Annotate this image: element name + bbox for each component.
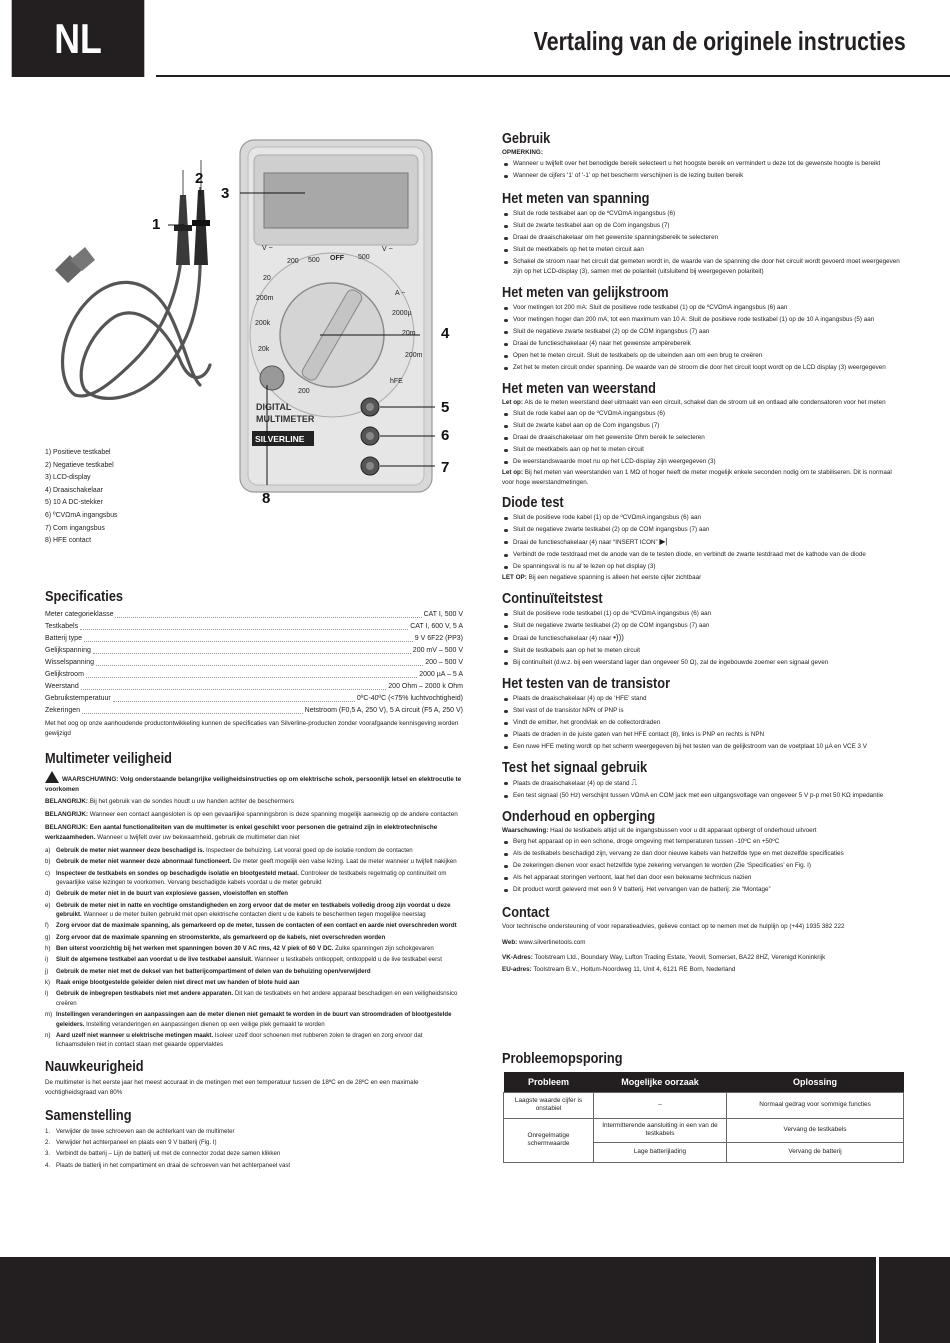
contact-web: Web: www.silverlinetools.com	[502, 939, 586, 946]
column-header: Oplossing	[727, 1072, 904, 1092]
table-row	[504, 1118, 904, 1142]
spec-row: Gelijkspanning 200 mV – 500 V	[45, 647, 463, 654]
list-item: Sluit de rode kabel aan op de ºCVΩmA ingangsbus (6)	[502, 408, 904, 420]
table-cell: Vervang de testkabels	[727, 1118, 904, 1142]
callout-8: 8	[262, 490, 271, 507]
legend-item: 4) Draaischakelaar	[45, 484, 103, 494]
column-header: Mogelijke oorzaak	[594, 1072, 727, 1092]
callout-4: 4	[441, 325, 450, 342]
assembly-list	[45, 1127, 463, 1170]
safety-item: a) Gebruik de meter niet wanneer deze beschadigd is. Inspecteer de behuizing. Let vooral goed op de isolatie rondom de contacten	[45, 847, 413, 854]
safety-list	[45, 846, 463, 1050]
list-item: Voor metingen tot 200 mA: Sluit de positieve rode testkabel (1) op de ºCVΩmA ingangsbus (6) aan	[502, 302, 904, 314]
list-item: Sluit de zwarte kabel aan op de Com ingangsbus (7)	[502, 420, 904, 432]
list-item: Berg het apparaat op in een schone, droge omgeving met temperaturen tussen -10ºC en +50ºC	[502, 836, 904, 848]
list-item: Als de testkabels beschadigd zijn, vervang ze dan door nieuwe kabels van hetzelfde type en met dezelfde specificaties	[502, 848, 904, 860]
list-item: Draai de functieschakelaar (4) naar •)))	[502, 632, 904, 645]
list-item: Zet het te meten circuit onder spanning. De waarde van de stroom die door het circuit loopt wordt op de LCD display (3) weergegeven	[502, 362, 904, 374]
list-item: Sluit de testkabels aan op het te meten circuit	[502, 645, 904, 657]
table-cell: Vervang de batterij	[727, 1142, 904, 1162]
contact-eu-address: EU-adres: Toolstream B.V., Holtum-Noordweg 11, Unit 4, 6121 RE Born, Nederland	[502, 966, 736, 973]
list-item: Sluit de negatieve zwarte testkabel (2) op de COM ingangsbus (7) aan	[502, 620, 904, 632]
accuracy-text: De multimeter is het eerste jaar het meest accuraat in de metingen met een temperatuur tussen de 18ºC en de 28ºC en een maximale vochtigheidsgraad van 80%	[45, 1078, 419, 1096]
resistance-list	[502, 408, 904, 468]
important-note-1: BELANGRIJK: Bij het gebruik van de sondes houdt u uw handen achter de beschermers	[45, 798, 294, 805]
spec-row: Gebruikstemperatuur 0ºC-40ºC (<75% luchtvochtigheid)	[45, 695, 463, 702]
specs-heading: Specificaties	[45, 589, 124, 605]
transistor-list	[502, 693, 904, 753]
buzzer-sound-icon: •)))	[613, 633, 624, 642]
assembly-heading: Samenstelling	[45, 1107, 132, 1124]
callout-2: 2	[195, 170, 204, 187]
footer-divider	[876, 1257, 879, 1343]
spec-row: Weerstand 200 Ohm – 2000 k Ohm	[45, 683, 463, 690]
resistance-pre-note: Let op: Als de te meten weerstand deel uitmaakt van een circuit, schakel dan de stroom uit en ontlaad alle condensatoren voor het meten	[502, 399, 886, 406]
svg-text:200m: 200m	[405, 352, 423, 359]
callout-1: 1	[152, 216, 161, 233]
callout-7: 7	[441, 459, 450, 476]
list-item: Plaats de draaischakelaar (4) op de ‘HFE’ stand	[502, 693, 904, 705]
list-item: Vindt de emitter, het grondvlak en de collectordraden	[502, 717, 904, 729]
svg-text:MULTIMETER: MULTIMETER	[256, 414, 315, 424]
safety-item: h) Ben uiterst voorzichtig bij het werken met spanningen boven 30 V AC rms, 42 V piek of 60 V DC. Zulke spanningen zijn schokgevaren	[45, 945, 434, 953]
list-item: Draai de draaischakelaar om het gewenste spanningsbereik te selecteren	[502, 232, 904, 244]
table-cell: –	[594, 1092, 727, 1118]
continuity-list	[502, 608, 904, 669]
table-cell: Normaal gedrag voor sommige functies	[727, 1092, 904, 1118]
callout-6: 6	[441, 427, 450, 444]
spec-row: Zekeringen Netstroom (F0,5 A, 250 V), 5 A circuit (F5 A, 250 V)	[45, 707, 463, 714]
svg-text:2000µ: 2000µ	[392, 310, 412, 317]
list-item: Sluit de zwarte testkabel aan op de Com ingangsbus (7)	[502, 220, 904, 232]
svg-text:200m: 200m	[256, 295, 274, 302]
legend-item: 1) Positieve testkabel	[45, 447, 111, 456]
left-column	[45, 588, 463, 1172]
maintenance-list	[502, 836, 904, 896]
warning-triangle-icon	[45, 771, 59, 783]
list-item: Bij continuïteit (d.w.z. bij een weerstand lager dan ongeveer 50 Ω), zal de ingebouwde zoemer een signaal geven	[502, 657, 904, 669]
important-note-2: BELANGRIJK: Wanneer een contact aangesloten is op een gevaarlijke spanningsbron is deze spanning mogelijk aanwezig op de andere contacten	[45, 811, 458, 818]
safety-item: m) Instellingen veranderingen en aanpassingen aan de meter dienen niet gemaakt te worden in de buurt van stroomdraden of blootgestelde geleiders. Instelling veranderingen en aanpassingen dienen op een veilige plek gemaakt te worden	[45, 1011, 452, 1028]
svg-text:V ~: V ~	[262, 245, 273, 252]
svg-text:200k: 200k	[255, 320, 271, 327]
specs-table	[45, 609, 463, 717]
maintenance-heading: Onderhoud en opberging	[502, 809, 656, 825]
troubleshooting-table	[503, 1072, 904, 1163]
transistor-heading: Het testen van de transistor	[502, 676, 671, 692]
legend-item: 7) Com ingangsbus	[45, 522, 105, 532]
svg-text:DIGITAL: DIGITAL	[256, 402, 292, 412]
legend-item: 6) ºCVΩmA ingangsbus	[45, 509, 118, 519]
svg-text:500: 500	[358, 254, 370, 261]
voltage-list	[502, 208, 904, 278]
contact-heading: Contact	[502, 905, 550, 921]
spec-row: Wisselspanning 200 – 500 V	[45, 659, 463, 666]
spec-row: Batterij type 9 V 6F22 (PP3)	[45, 635, 463, 642]
list-item: Dit product wordt geleverd met een 9 V batterij. Het vervangen van de batterij: zie “Montage”	[502, 884, 904, 896]
spec-row: Meter categorieklasse CAT I, 500 V	[45, 611, 463, 618]
page-title: Vertaling van de originele instructies	[533, 26, 906, 56]
right-column	[502, 130, 904, 975]
spec-row: Testkabels CAT I, 600 V, 5 A	[45, 623, 463, 630]
svg-text:V ~: V ~	[382, 246, 393, 253]
svg-text:20m: 20m	[402, 330, 416, 337]
safety-item: l) Gebruik de inbegrepen testkabels niet met andere apparaten. Dit kan de testkabels en het andere apparaat beschadigen en een veiligheidsrisico creëren	[45, 990, 458, 1007]
list-item: De spanningsval is nu af te lezen op het display (3)	[502, 561, 904, 573]
list-item: Schakel de stroom naar het circuit dat gemeten wordt in, de waarde van de spanning die door het circuit wordt gevoerd moet weergegeven zijn op het LCD-display (3), samen met de polariteit (uitsluitend bij weergegeven polariteit)	[502, 256, 904, 278]
list-item: Als het apparaat storingen vertoont, laat het dan door een bekwame technicus nazien	[502, 872, 904, 884]
safety-item: b) Gebruik de meter niet wanneer deze abnormaal functioneert. De meter geeft mogelijk een valse lezing. Laat de meter wanneer u twijfelt nakijken	[45, 858, 457, 866]
list-item: Sluit de negatieve zwarte testkabel (2) op de COM ingangsbus (7) aan	[502, 326, 904, 338]
figure-legend	[45, 446, 124, 547]
assembly-step: 1. Verwijder de twee schroeven aan de achterkant van de multimeter	[45, 1127, 235, 1135]
diode-note: LET OP: Bij een negatieve spanning is alleen het eerste cijfer zichtbaar	[502, 574, 702, 581]
list-item: Draai de draaischakelaar om het gewenste Ohm bereik te selecteren	[502, 432, 904, 444]
list-item: Plaats de draaischakelaar (4) op de stand ⎍	[502, 777, 904, 790]
safety-item: k) Raak enige blootgestelde geleider delen niet direct met uw handen of blote huid aan	[45, 978, 300, 986]
table-header-row	[504, 1072, 904, 1092]
legend-item: 8) HFE contact	[45, 535, 92, 545]
diode-list	[502, 512, 904, 573]
assembly-step: 2. Verwijder het achterpaneel en plaats een 9 V batterij (Fig. I)	[45, 1139, 217, 1147]
safety-item: g) Zorg ervoor dat de maximale spanning en stroomsterkte, als gemarkeerd op de kabels, niet overschreden worden	[45, 933, 386, 941]
signal-list	[502, 777, 904, 802]
safety-warning: WAARSCHUWING: Volg onderstaande belangrijke veiligheidsinstructies op om elektrische schok, persoonlijk letsel en elektrocutie te voorkomen	[45, 771, 463, 795]
legend-item: 3) LCD-display	[45, 472, 91, 482]
legend-item: 5) 10 A DC-stekker	[45, 497, 103, 507]
list-item: Een test signaal (50 Hz) verschijnt tussen VΩmA en COM jack met een uitgangsvoltage van ongeveer 5 V p-p met 50 KΩ impedantie	[502, 790, 904, 802]
safety-item: j) Gebruik de meter niet met de deksel van het batterijcompartiment of delen van de behuizing open/verwijderd	[45, 967, 371, 975]
svg-text:20k: 20k	[258, 346, 270, 353]
usage-list	[502, 158, 904, 182]
list-item: Open het te meten circuit. Sluit de testkabels op de uiteinden aan om een brug te creëren	[502, 350, 904, 362]
list-item: Wanneer u twijfelt over het benodigde bereik selecteert u het hoogste bereik en vermindert u deze tot de gewenste hoogte is bereikt	[502, 158, 904, 170]
list-item: De zekeringen dienen voor exact hetzelfde type zekering vervangen te worden (Zie ‘Specificaties’ en Fig. I)	[502, 860, 904, 872]
table-cell: Laagste waarde cijfer is onstabiel	[504, 1092, 594, 1118]
specs-note: Met het oog op onze aanhoudende productontwikkeling kunnen de specificaties van Silverline-producten zonder voorafgaande kennisgeving worden gewijzigd	[45, 720, 459, 737]
list-item: Plaats de draden in de juiste gaten van het HFE contact (8), links is PNP en rechts is NPN	[502, 729, 904, 741]
safety-item: e) Gebruik de meter niet in natte en vochtige omstandigheden en zorg ervoor dat de meter en testkabels volledig droog zijn voordat u deze gebruikt. Wanneer u de meter buiten gebruikt met open elektrische contacten dient u de kabels te beschermen tegen mogelijke neerslag	[45, 901, 451, 919]
table-cell: Lage batterijlading	[594, 1142, 727, 1162]
square-wave-icon: ⎍	[631, 778, 637, 787]
svg-text:500: 500	[308, 257, 320, 264]
list-item: Sluit de positieve rode testkabel (1) op de ºCVΩmA ingangsbus (6) aan	[502, 608, 904, 620]
diode-heading: Diode test	[502, 495, 564, 511]
list-item: De weerstandswaarde moet nu op het LCD-display zijn weergegeven (3)	[502, 456, 904, 468]
svg-text:A ~: A ~	[395, 290, 406, 297]
svg-text:200: 200	[298, 388, 310, 395]
list-item: Draai de functieschakelaar (4) naar “INSERT ICON” ▶|	[502, 536, 904, 549]
current-list	[502, 302, 904, 374]
table-row	[504, 1092, 904, 1118]
signal-heading: Test het signaal gebruik	[502, 760, 648, 776]
list-item: Voor metingen hoger dan 200 mA, tot een maximum van 10 A: Sluit de positieve rode testkabel (1) op de 10 A ingangsbus (5) aan	[502, 314, 904, 326]
spec-row: Gelijkstroom 2000 µA – 5 A	[45, 671, 463, 678]
svg-text:200: 200	[287, 258, 299, 265]
language-code: NL	[12, 0, 145, 77]
list-item: Sluit de positieve rode kabel (1) op de ºCVΩmA ingangsbus (6) aan	[502, 512, 904, 524]
voltage-heading: Het meten van spanning	[502, 191, 650, 207]
safety-item: n) Aard uzelf niet wanneer u elektrische metingen maakt. Isoleer uzelf door schoenen met rubberen zolen te dragen en zorg ervoor dat lichaamsdelen niet in contact staan met geaarde oppervlaktes	[45, 1031, 423, 1049]
resistance-heading: Het meten van weerstand	[502, 381, 656, 397]
table-cell: Onregelmatige schermwaarde	[504, 1118, 594, 1162]
continuity-heading: Continuïteitstest	[502, 591, 603, 607]
svg-text:hFE: hFE	[390, 378, 403, 385]
list-item: Draai de functieschakelaar (4) naar het gewenste ampèrebereik	[502, 338, 904, 350]
resistance-post-note: Let op: Bij het meten van weerstanden van 1 MΩ of hoger heeft de meter mogelijk enkele seconden nodig om te stabiliseren. Dit is normaal voor hoge weerstandmetingen.	[502, 469, 892, 486]
list-item: Sluit de rode testkabel aan op de ºCVΩmA ingangsbus (6)	[502, 208, 904, 220]
callout-5: 5	[441, 399, 450, 416]
diode-symbol-icon: ▶|	[659, 537, 668, 546]
list-item: Sluit de meetkabels op het te meten circuit aan	[502, 244, 904, 256]
callout-3: 3	[221, 185, 230, 202]
usage-heading: Gebruik	[502, 131, 551, 147]
footer-band	[0, 1257, 950, 1343]
header-rule	[156, 75, 950, 77]
safety-item: c) Inspecteer de testkabels en sondes op beschadigde isolatie en blootgesteld metaal. Controleer de testkabels regelmatig op continuïteit om gevaarlijke valse lezingen te voorkomen. Vervang beschadigde kabels voordat u de meter gebruikt	[45, 869, 447, 887]
accuracy-heading: Nauwkeurigheid	[45, 1058, 144, 1075]
list-item: Wanneer de cijfers ‘1’ of ‘-1’ op het bescherm verschijnen is de lezing buiten bereik	[502, 170, 904, 182]
list-item: Stel vast of de transistor NPN of PNP is	[502, 705, 904, 717]
list-item: Een ruwe HFE meting wordt op het scherm weergegeven bij het testen van de gelijkstroom van de voetplaat 10 µA en VCE 3 V	[502, 741, 904, 753]
current-heading: Het meten van gelijkstroom	[502, 285, 669, 301]
svg-text:OFF: OFF	[330, 255, 344, 262]
contact-uk-address: VK-Adres: Toolstream Ltd., Boundary Way, Lufton Trading Estate, Yeovil, Somerset, BA22 8HZ, Verenigd Koninkrijk	[502, 954, 826, 961]
assembly-step: 3. Verbindt de batterij – Lijn de batterij uit met de connector zodat deze samen klikken	[45, 1150, 281, 1158]
safety-item: d) Gebruik de meter niet in de buurt van explosieve gassen, vloeistoffen en stoffen	[45, 890, 288, 898]
list-item: Sluit de meetkabels aan op het te meten circuit	[502, 444, 904, 456]
svg-text:SILVERLINE: SILVERLINE	[255, 434, 305, 444]
assembly-step: 4. Plaats de batterij in het compartiment en draai de schroeven van het achterpaneel vast	[45, 1161, 291, 1169]
maintenance-warning: Waarschuwing: Haal de testkabels altijd uit de ingangsbussen voor u dit apparaat opbergt of onderhoud uitvoert	[502, 827, 817, 834]
table-cell: Intermitterende aansluiting in een van de testkabels	[594, 1118, 727, 1142]
list-item: Sluit de negatieve zwarte testkabel (2) op de COM ingangsbus (7) aan	[502, 524, 904, 536]
usage-note-label: OPMERKING:	[502, 149, 543, 156]
column-header: Probleem	[504, 1072, 594, 1092]
svg-text:20: 20	[263, 275, 271, 282]
list-item: Verbindt de rode testdraad met de anode van de te testen diode, en verbindt de zwarte testdraad met de kathode van de diode	[502, 549, 904, 561]
important-note-3: BELANGRIJK: Een aantal functionaliteiten van de multimeter is enkel geschikt voor personen die getraind zijn in elektrotechnische werkzaamheden. Wanneer u twijfelt over uw bekwaamheid, gebruik de multimeter dan niet	[45, 824, 438, 841]
contact-text: Voor technische ondersteuning of voor reparatieadvies, gelieve contact op te nemen met de hulplijn op (+44) 1935 382 222	[502, 923, 845, 930]
legend-item: 2) Negatieve testkabel	[45, 459, 114, 469]
safety-heading: Multimeter veiligheid	[45, 751, 172, 767]
safety-item: f) Zorg ervoor dat de maximale spanning, als gemarkeerd op de meter, tussen de contacten of een contact en aarde niet overschreden wordt	[45, 922, 457, 930]
troubleshooting-heading: Probleemopsporing	[502, 1051, 623, 1067]
safety-item: i) Sluit de algemene testkabel aan voordat u de live testkabel aansluit. Wanneer u testkabels ontkoppelt, ontkoppeld u de live testkabel eerst	[45, 956, 442, 964]
